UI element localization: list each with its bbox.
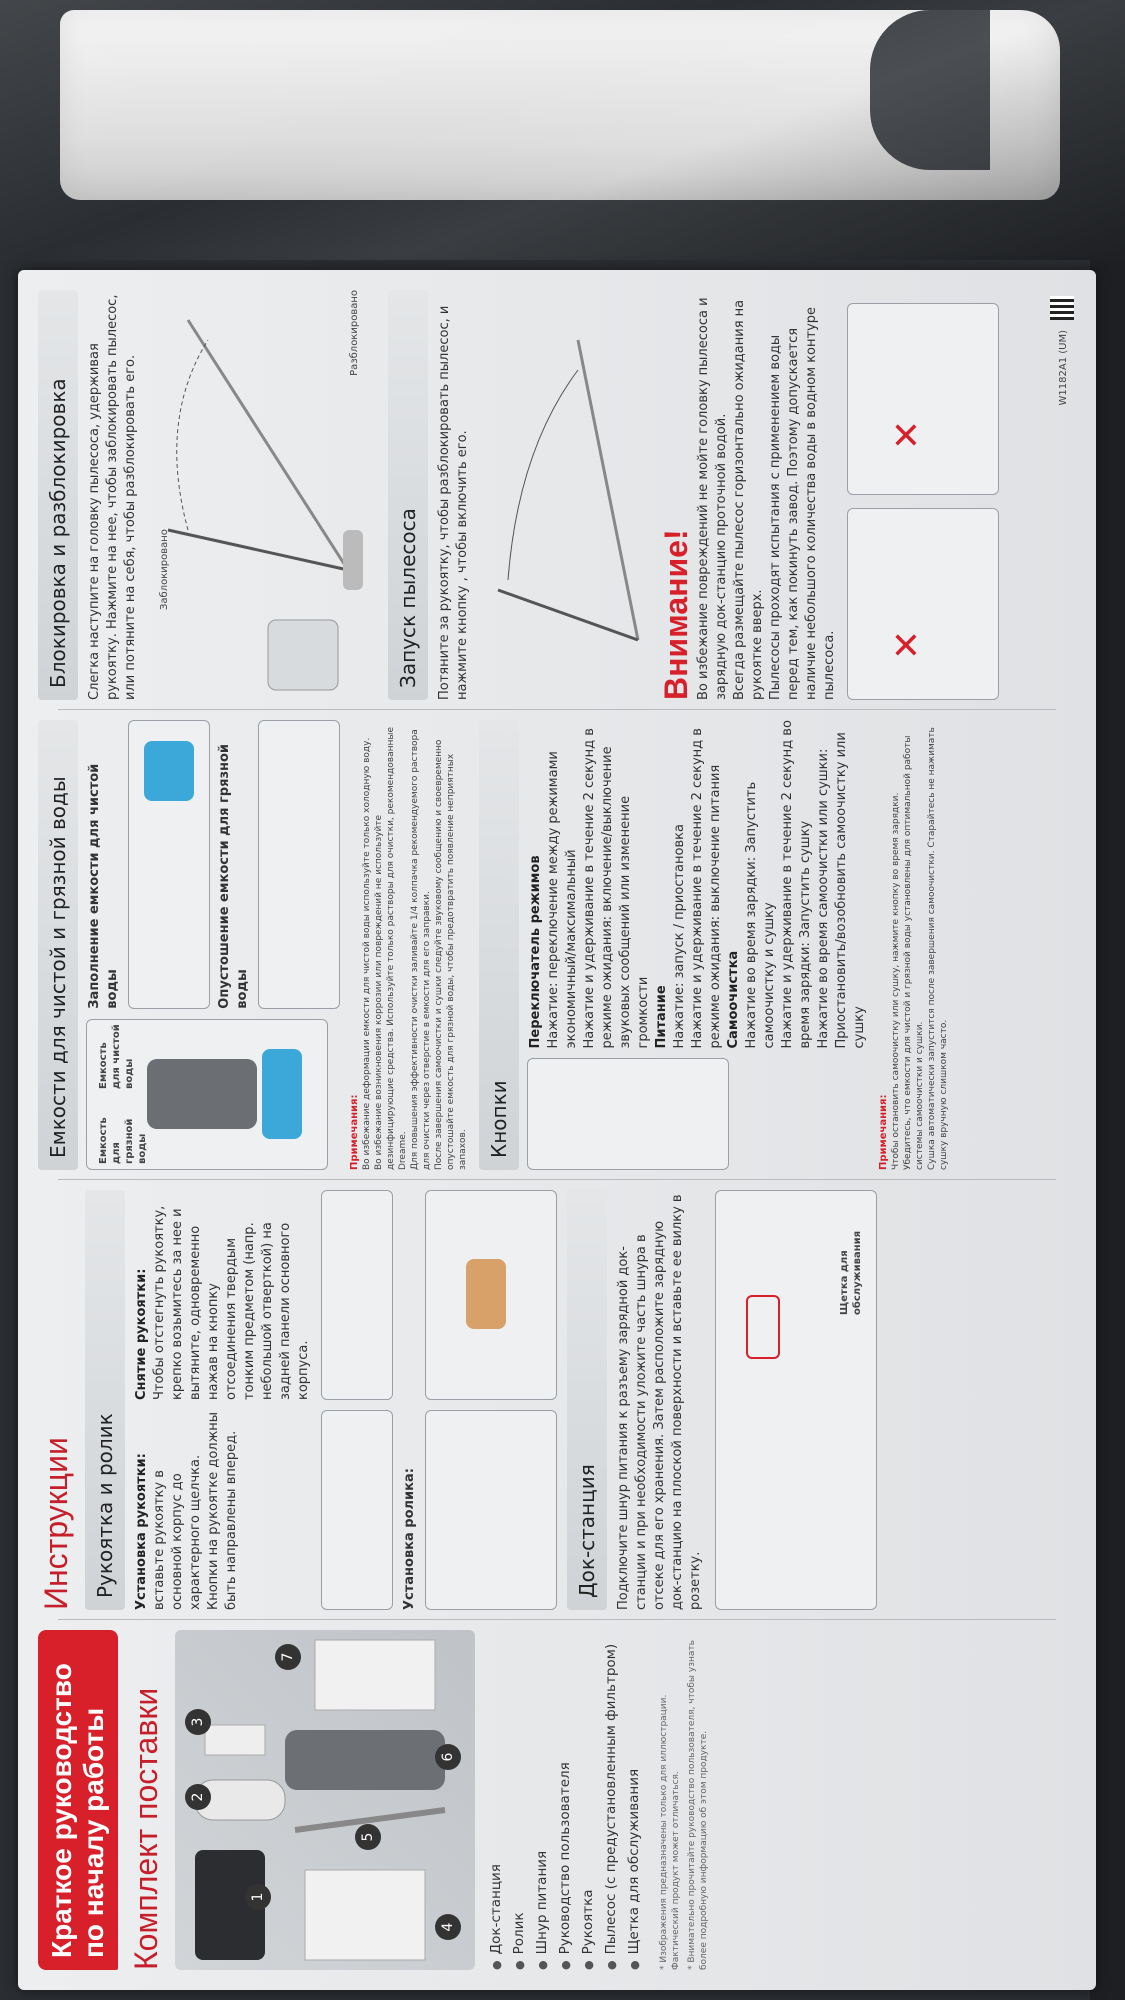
plastic-bag (0, 0, 1125, 260)
warning-sketch-1 (847, 508, 999, 700)
warning-list (695, 290, 839, 700)
roller-illustrations (425, 1190, 557, 1610)
roller-sketch-1 (425, 1410, 557, 1610)
list-item: ● Ролик (508, 1630, 531, 1970)
self-clean-item: Нажатие во время самоочистки или сушки: Приостановить/возобновить самоочистку или сушку (816, 732, 867, 1049)
lock-illustration (148, 290, 378, 700)
tank-diagram (86, 1019, 328, 1170)
dock-text: Подключите шнур питания к разъему зарядной док-станции и при необходимости уложите часть шнура в отсеке для его хранения. Затем расположите зарядную док-станцию на плоской поверхности и вставьте ее вилку в розетку. (616, 1194, 703, 1610)
blue-tank-shape (144, 741, 194, 801)
install-roller-title: Установка ролика: (402, 1468, 417, 1610)
handle-install-sketch (321, 1410, 393, 1610)
buttons-row (527, 720, 869, 1170)
clean-tank-label: Емкость для чистой воды (98, 1024, 135, 1089)
self-clean-title: Самоочистка (726, 950, 741, 1049)
empty-tank-title: Опустошение емкости для грязной воды (217, 743, 250, 1009)
column-contents (38, 1630, 1076, 1970)
warning-title: Внимание! (658, 529, 694, 700)
notes-title: Примечания: (349, 1094, 360, 1170)
mode-title: Переключатель режимов (528, 855, 543, 1049)
divider (58, 1179, 1056, 1180)
list-item: ● Щетка для обслуживания (623, 1630, 646, 1970)
empty-tank-sketch (258, 720, 340, 1009)
self-clean-item: Нажатие во время зарядки: Запустить самоочистку и сушку (744, 781, 777, 1049)
disclaimer-1: * Изображения предназначены только для иллюстрации. Фактический продукт может отличаться. (659, 1694, 681, 1970)
start-text: Потяните за рукоятку, чтобы разблокировать пылесос, и нажмите кнопку , чтобы включить его. (437, 305, 470, 700)
item-badge-2: 2 (185, 1784, 211, 1810)
warning-sketch-2 (847, 303, 999, 495)
notes2-title: Примечания: (878, 1094, 889, 1170)
power-item: Нажатие: запуск / приостановка (672, 824, 687, 1049)
install-handle-text: вставьте рукоятку в основной корпус до характерного щелчка. Кнопки на рукоятке должны быть направлены вперед. (152, 1411, 239, 1610)
list-item: ● Шнур питания (531, 1630, 554, 1970)
cross-icon: ✕ (887, 629, 928, 660)
fill-tank-sketch (128, 720, 210, 1009)
handle-remove-sketch (321, 1190, 393, 1400)
power-item: Нажатие и удерживание в течение 2 секунд в режиме ожидания: выключение питания (690, 728, 723, 1049)
notes2-list (890, 720, 950, 1170)
contents-heading: Комплект поставки (128, 1687, 164, 1970)
remove-handle-title: Снятие рукоятки: (134, 1268, 149, 1400)
note-item: Во избежание деформации емкости для чистой воды используйте только холодную воду. (362, 737, 372, 1170)
brush-label: Щетка для обслуживания (839, 1231, 863, 1315)
vacuum-body-shape (147, 1059, 257, 1129)
column-lock-start (38, 290, 1076, 700)
warning-item: Всегда размещайте пылесос горизонтально ожидания на рукоятке вверх. (732, 299, 765, 700)
start-illustration (478, 290, 658, 700)
item-badge-1: 1 (245, 1884, 271, 1910)
column-tanks-buttons (38, 720, 1076, 1170)
dock-sketch (715, 1190, 877, 1610)
buttons-text (527, 720, 869, 1049)
clean-tank-shape (262, 1049, 302, 1139)
handle-roller-heading: Рукоятка и ролик (85, 1190, 125, 1610)
instructions-heading: Инструкции (38, 1437, 74, 1610)
column-instructions (38, 1190, 1076, 1610)
item-badge-3: 3 (185, 1709, 211, 1735)
note-item: После завершения самоочистки и сушки следуйте звуковому сообщению и своевременно опустошайте емкость для грязной воды, чтобы предотвратить появление неприятных запахов. (434, 739, 468, 1170)
mode-item: Нажатие: переключение между режимами экономичный/максимальный (546, 751, 579, 1049)
remove-handle-text: Чтобы отстегнуть рукоятку, крепко возьмитесь за нее и вытяните, одновременно нажав на кнопку отсоединения твердым тонким предметом (напр. небольшой отверткой) на задней панели основного корпуса. (152, 1205, 311, 1400)
list-item: ● Док-станция (485, 1630, 508, 1970)
divider (58, 1619, 1056, 1620)
dock-heading: Док-станция (567, 1190, 607, 1610)
self-clean-item: Нажатие и удерживание в течение 2 секунд во время зарядки: Запустить сушку (780, 720, 813, 1049)
qr-code-icon (1050, 296, 1074, 320)
warning-illustrations (847, 290, 1007, 700)
remove-handle-block (133, 1190, 313, 1400)
buttons-heading: Кнопки (479, 720, 519, 1170)
list-item: ● Рукоятка (577, 1630, 600, 1970)
note-item: Чтобы остановить самоочистку или сушку, нажмите кнопку во время зарядки. (891, 792, 901, 1170)
contents-illustration (175, 1630, 475, 1970)
item-badge-6: 6 (435, 1744, 461, 1770)
cross-icon: ✕ (887, 419, 928, 450)
warning-item: Пылесосы проходят испытания с применением воды перед тем, как покинуть завод. Поэтому допускается наличие небольшого количества воды в водном контуре пылесоса. (768, 306, 837, 700)
guide-title-banner: Краткое руководство по началу работы (38, 1630, 118, 1970)
note-item: Сушка автоматически запустится после завершения самоочистки. Старайтесь не нажимать сушку вручную слишком часто. (927, 727, 949, 1170)
note-item: Убедитесь, что емкости для чистой и грязной воды установлены для оптимальной работы системы самоочистки и сушки. (903, 735, 925, 1170)
disclaimer-2: * Внимательно прочитайте руководство пользователя, чтобы узнать более подробную информацию об этом продукте. (687, 1640, 709, 1970)
power-title: Питание (654, 985, 669, 1049)
rotated-content (18, 270, 1096, 1990)
list-item: ● Руководство пользователя (554, 1630, 577, 1970)
dock-plug-highlight (746, 1295, 780, 1359)
lock-svg (148, 290, 378, 700)
roller-shape (466, 1259, 506, 1329)
mode-item: Нажатие и удерживание в течение 2 секунд в режиме ожидания: включение/выключение звуковых сообщений или изменение громкости (582, 728, 651, 1049)
list-item: ● Пылесос (с предустановленным фильтром) (600, 1630, 623, 1970)
roller-sketch-2 (425, 1190, 557, 1400)
unlocked-label: Разблокировано (349, 290, 360, 376)
note-item: Во избежание возникновения коррозии или повреждений не используйте дезинфицирующие средства. Используйте только растворы для очистки, рекомендованные Dreame. (374, 726, 408, 1170)
handle-buttons-sketch (527, 1059, 729, 1171)
tanks-row (86, 720, 340, 1170)
install-handle-title: Установка рукоятки: (134, 1453, 149, 1610)
item-badge-4: 4 (435, 1914, 461, 1940)
notes-list (361, 720, 469, 1170)
tank-steps (86, 720, 340, 1009)
item-badge-5: 5 (355, 1824, 381, 1850)
locked-label: Заблокировано (159, 529, 170, 610)
install-handle-block (133, 1410, 313, 1610)
start-heading: Запуск пылесоса (388, 290, 428, 700)
item-badge-7: 7 (275, 1644, 301, 1670)
lock-heading: Блокировка и разблокировка (38, 290, 78, 700)
handle-text-row (133, 1190, 313, 1610)
divider (58, 709, 1056, 710)
start-svg (478, 290, 658, 700)
dirty-tank-label: Емкость для грязной воды (98, 1117, 148, 1164)
contents-list (485, 1630, 646, 1970)
warning-item: Во избежание повреждений не мойте головку пылесоса и зарядную док-станцию проточной водой. (696, 297, 729, 700)
lock-text: Слегка наступите на головку пылесоса, удерживая рукоятку. Нажмите на нее, чтобы заблокировать пылесос, или потяните на себя, чтобы разблокировать его. (87, 294, 138, 700)
model-code: W1182A1 (UM) (1058, 330, 1069, 406)
quick-start-guide-sheet (18, 270, 1096, 1990)
note-item: Для повышения эффективности очистки заливайте 1/4 колпачка рекомендуемого раствора для очистки через отверстие в емкости для его заправки. (410, 729, 432, 1170)
handle-illustrations (321, 1190, 393, 1610)
package-items-svg (175, 1630, 475, 1970)
tanks-heading: Емкости для чистой и грязной воды (38, 720, 78, 1170)
fill-tank-title: Заполнение емкости для чистой воды (87, 763, 120, 1009)
